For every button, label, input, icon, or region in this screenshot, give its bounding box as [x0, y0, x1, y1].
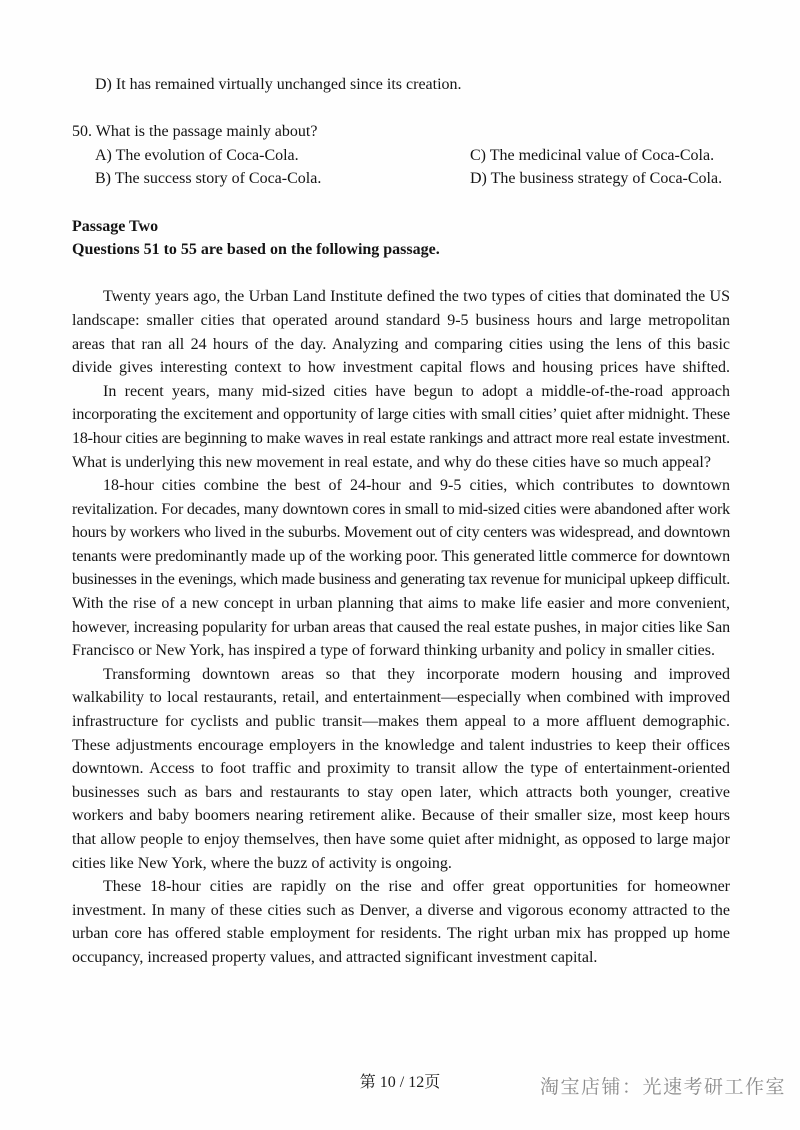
paragraph-line	[72, 804, 730, 828]
paragraph-line	[72, 946, 730, 970]
paragraph-line-text: In recent years, many mid-sized cities have begun to adopt a middle-of-the-road approach	[103, 382, 730, 400]
question-50-option-b: B) The success story of Coca-Cola.	[95, 170, 322, 188]
paragraph-line	[72, 686, 730, 710]
paragraph-line-text: These 18-hour cities are rapidly on the rise and offer great opportunities for homeowner	[103, 878, 730, 896]
paragraph-line	[72, 852, 730, 876]
paragraph-line	[72, 899, 730, 923]
paragraph-line-text: Transforming downtown areas so that they incorporate modern housing and improved	[103, 665, 730, 683]
paragraph-line	[72, 663, 730, 687]
paragraph-line-text: 18-hour cities are beginning to make waves in real estate rankings and attract more real estate investment.	[72, 429, 730, 447]
paragraph-line-text: What is underlying this new movement in real estate, and why do these cities have so much appeal?	[72, 453, 711, 471]
paragraph-line-text: occupancy, increased property values, and attracted significant investment capital.	[72, 948, 598, 966]
paragraph-line	[72, 592, 730, 616]
paragraph-line-text: workers and baby boomers nearing retirement alike. Because of their smaller size, most keep hours	[72, 807, 730, 825]
paragraph-line	[72, 710, 730, 734]
paragraph-line-text: businesses such as bars and restaurants to stay open later, which attracts both younger, creative	[72, 783, 730, 801]
spacer	[72, 191, 730, 215]
paragraph-line-text: infrastructure for cyclists and public transit—makes them appeal to a more affluent demographic.	[72, 713, 730, 731]
paragraph-line-text: With the rise of a new concept in urban planning that aims to make life easier and more convenient,	[72, 595, 730, 613]
paragraph-line	[72, 875, 730, 899]
paragraph-line	[72, 285, 730, 309]
paragraph-line-text: incorporating the excitement and opportunity of large cities with small cities’ quiet after midnight. These	[72, 406, 731, 424]
question-50-options-row	[72, 167, 730, 191]
paragraph-line	[72, 333, 730, 357]
paragraph-line-text: cities like New York, where the buzz of activity is ongoing.	[72, 854, 452, 872]
paragraph-line	[72, 521, 730, 545]
paragraph-line	[72, 757, 730, 781]
spacer	[72, 97, 730, 121]
paragraph-line-text: divide gives interesting context to how investment capital flows and housing prices have shifted.	[72, 359, 730, 377]
paragraph-line	[72, 380, 730, 404]
paragraph-line-text: investment. In many of these cities such as Denver, a diverse and vigorous economy attracted to the	[72, 901, 730, 919]
paragraph-line	[72, 545, 730, 569]
question-50-stem: 50. What is the passage mainly about?	[72, 123, 318, 141]
paragraph-line-text: walkability to local restaurants, retail, and entertainment—especially when combined with improved	[72, 689, 730, 707]
paragraph-line-text: however, increasing popularity for urban areas that caused the real estate pushes, in major cities like San	[72, 618, 731, 636]
paragraph-line	[72, 474, 730, 498]
paragraph-line	[72, 828, 730, 852]
passage-paragraph-1	[72, 285, 730, 379]
paragraph-line	[72, 498, 730, 522]
passage-title: Passage Two	[72, 217, 159, 235]
paragraph-line	[72, 781, 730, 805]
paragraph-line-text: revitalization. For decades, many downtown cores in small to mid-sized cities were abandoned after work	[72, 500, 730, 518]
question-49-option-d: D) It has remained virtually unchanged since its creation.	[95, 76, 462, 93]
paragraph-line-text: areas that ran all 24 hours of the day. Analyzing and comparing cities using the lens of this basic	[72, 335, 730, 353]
passage-paragraph-3	[72, 474, 730, 663]
paragraph-line	[72, 568, 730, 592]
paragraph-line	[72, 734, 730, 758]
question-50-option-d: D) The business strategy of Coca-Cola.	[470, 170, 723, 188]
paragraph-line-text: urban core has offered stable employment for residents. The right urban mix has propped up home	[72, 925, 730, 943]
passage-instruction: Questions 51 to 55 are based on the following passage.	[72, 241, 440, 259]
passage-paragraph-2	[72, 380, 730, 474]
paragraph-line-text: Twenty years ago, the Urban Land Institute defined the two types of cities that dominated the US	[103, 288, 730, 306]
question-50-option-c: C) The medicinal value of Coca-Cola.	[470, 146, 715, 164]
passage-paragraph-5	[72, 875, 730, 969]
paragraph-line-text: Francisco or New York, has inspired a type of forward thinking urbanity and policy in smaller cities.	[72, 642, 715, 660]
paragraph-line-text: downtown. Access to foot traffic and proximity to transit allow the type of entertainment-oriented	[72, 760, 730, 778]
page-content	[72, 73, 730, 970]
shop-watermark: 淘宝店铺：光速考研工作室	[539, 1076, 786, 1098]
paragraph-line	[72, 451, 730, 475]
paragraph-line	[72, 403, 730, 427]
page-number: 第 10 / 12页	[359, 1074, 441, 1091]
paragraph-line	[72, 356, 730, 380]
paragraph-line	[72, 309, 730, 333]
paragraph-line-text: businesses in the evenings, which made business and generating tax revenue for municipal upkeep difficult.	[72, 571, 731, 589]
paragraph-line-text: landscape: smaller cities that operated around standard 9-5 business hours and large metropolitan	[72, 311, 730, 329]
paragraph-line-text: that allow people to enjoy themselves, then have some quiet after midnight, as opposed to large major	[72, 831, 730, 848]
passage-paragraph-4	[72, 663, 730, 875]
paragraph-line-text: 18-hour cities combine the best of 24-hour and 9-5 cities, which contributes to downtown	[103, 477, 730, 495]
paragraph-line	[72, 427, 730, 451]
paragraph-line	[72, 922, 730, 946]
paragraph-line	[72, 639, 730, 663]
paragraph-line-text: hours by workers who lived in the suburbs. Movement out of city centers was widespread, and downtown	[72, 524, 731, 542]
paragraph-line	[72, 616, 730, 640]
spacer	[72, 262, 730, 286]
question-50-options-row	[72, 144, 730, 168]
paragraph-line-text: These adjustments encourage employers in the knowledge and talent industries to keep their offices	[72, 736, 730, 754]
question-50-option-a: A) The evolution of Coca-Cola.	[95, 146, 299, 164]
paragraph-line-text: tenants were predominantly made up of the working poor. This generated little commerce for downtown	[72, 547, 731, 565]
